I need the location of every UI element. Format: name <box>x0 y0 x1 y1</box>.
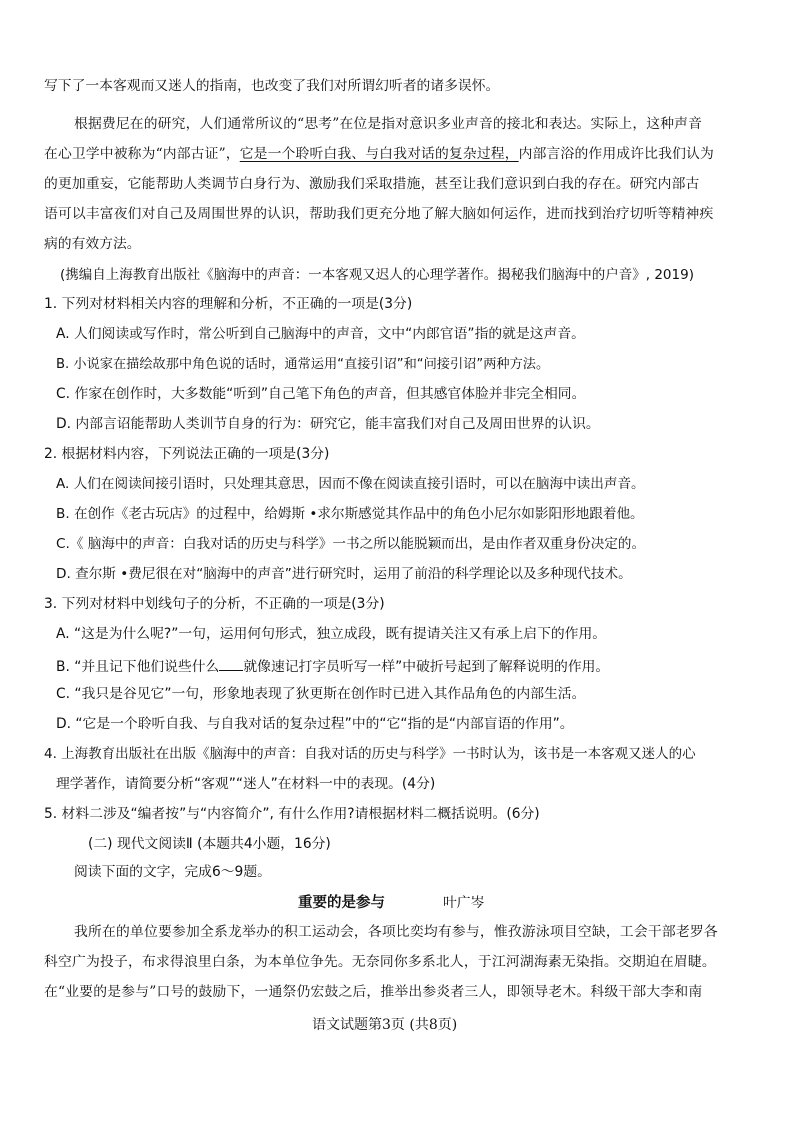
passage1-text: 在心卫学中被称为“内部古证”， <box>44 146 240 162</box>
question-2-option-c: C.《 脑海中的声音：白我对话的历史与科学》一书之所以能脱颖而出，是由作者双重身份决定的。 <box>56 536 646 552</box>
passage1-paragraph-line: 根据费尼在的研究，人们通常所议的“思考”在位是指对意识多业声音的接北和表达。实际上，这种声音 <box>74 116 703 132</box>
passage1-text: 内部言浴的作用成许比我们认为 <box>518 146 714 162</box>
passage2-line: 我所在的单位要参加全系龙举办的积工运动会，各项比奕均有参与，惟孜游泳项目空缺，工会干部老罗各 <box>74 924 718 940</box>
question-2-option-d: D. 查尔斯 •费尼很在对“脑海中的声音”进行研究时，运用了前沿的科学理论以及多种现代技术。 <box>56 566 632 582</box>
passage2-line: 在“业要的是参与”口号的鼓励下，一通祭仍宏鼓之后，推举出参炎者三人，即领导老木。科级干部大李和南 <box>44 984 703 1000</box>
passage1-paragraph-line <box>44 148 714 162</box>
article-title: 重要的是参与 <box>298 895 385 911</box>
passage1-paragraph-line: 病的有效方法。 <box>44 236 141 252</box>
passage1-paragraph-line: 的更加重妄，它能帮助人类调节白身行为、激励我们采取措施，甚至让我们意识到白我的存在。研究内部古 <box>44 176 700 192</box>
question-1-option-d: D. 内部言诏能帮助人类训节自身的行为：研究它，能丰富我们对自己及周田世界的认识。 <box>56 416 600 432</box>
question-2-option-a: A. 人们在阅读间接引语时，只处理其意思，因而不像在阅读直接引语时，可以在脑海中读出声音。 <box>56 476 645 492</box>
section-heading: (二) 现代文阅读Ⅱ (本题共4小题，16分) <box>88 836 331 852</box>
source-citation: (携编自上海教育出版社《脑海中的声音：一本客观又迟人的心理学著作。揭秘我们脑海中的户音》, 2019) <box>60 267 694 283</box>
question-2-option-b: B. 在创作《老古玩店》的过程中，给姆斯 •求尔斯感觉其作品中的角色小尼尔如影阳形地跟着他。 <box>56 506 644 522</box>
question-3-stem: 3. 下列对材料中划线句子的分析，不正确的一项是(3分) <box>44 596 385 612</box>
question-1-option-a: A. 人们阅读或写作时，常公听到自己脑海中的声音，文中“内郎官语”指的就是这声音。 <box>56 326 585 342</box>
question-3-option-a: A. “这是为什么呢?”一句，运用何句形式，独立成段，既有提请关注又有承上启下的作用。 <box>56 626 607 642</box>
question-4-stem: 4. 上海教育出版社在出版《脑海中的声音：自我对话的历史与科学》一书时认为，该书是一本客观又迷人的心 <box>44 746 696 762</box>
passage1-paragraph-line: 语可以丰富夜们对自己及周围世界的认识，帮助我们更充分地了解大脑如何运作，进而找到治疗切听等精神疾 <box>44 206 714 222</box>
passage2-line: 科空广为投子，布求得浪里白条，为本单位争先。无奈同你多系北人，于江河湖海素无染指。交期迫在眉睫。 <box>44 954 716 970</box>
question-1-option-b: B. 小说家在描绘故那中角色说的话时，通常运用“直接引诏”和“问接引诏”两种方法。 <box>56 357 550 372</box>
question-1-option-c: C. 作家在创作时，大多数能“听到”自己笔下角色的声音，但其感官体脸并非完全相同。 <box>56 386 586 402</box>
section-instruction: 阅读下面的文字，完成6～9题。 <box>74 864 271 880</box>
dash-blank <box>219 658 243 671</box>
question-1-stem: 1. 下列对材料相关内容的理解和分析，不正确的一项是(3分) <box>44 296 413 312</box>
passage1-line: 写下了一本客观而又迷人的指南，也改变了我们对所谓幻听者的诸多误怀。 <box>44 78 500 94</box>
option-text: B. “并且记下他们说些什么 <box>56 659 220 675</box>
question-3-option-b <box>56 658 609 675</box>
question-3-option-c: C. “我只是谷见它”一句，形象地表现了狄更斯在创作时已进入其作品角色的内部生活。 <box>56 686 586 702</box>
underlined-sentence: 它是一个聆听白我、与白我对话的复杂过程， <box>239 146 519 162</box>
question-3-option-d: D. “它是一个聆听自我、与自我对话的复杂过程”中的“它“指的是“内部盲语的作用”。 <box>56 716 574 732</box>
page-footer: 语文试题第3页 (共8页) <box>312 1017 458 1033</box>
question-2-stem: 2. 根据材料内容，下列说法正确的一项是(3分) <box>44 446 330 462</box>
question-5-stem: 5. 材料二涉及“编者按”与“内容简介”, 有什么作用?请根据材料二概括说明。(6分) <box>44 806 540 822</box>
article-author: 叶广岑 <box>443 895 485 911</box>
option-text: 就像速记打字员听写一样”中破折号起到了解释说明的作用。 <box>243 659 610 675</box>
question-4-stem-cont: 理学著作，请简要分析“客观”“迷人”在材料一中的表现。(4分) <box>56 776 436 792</box>
